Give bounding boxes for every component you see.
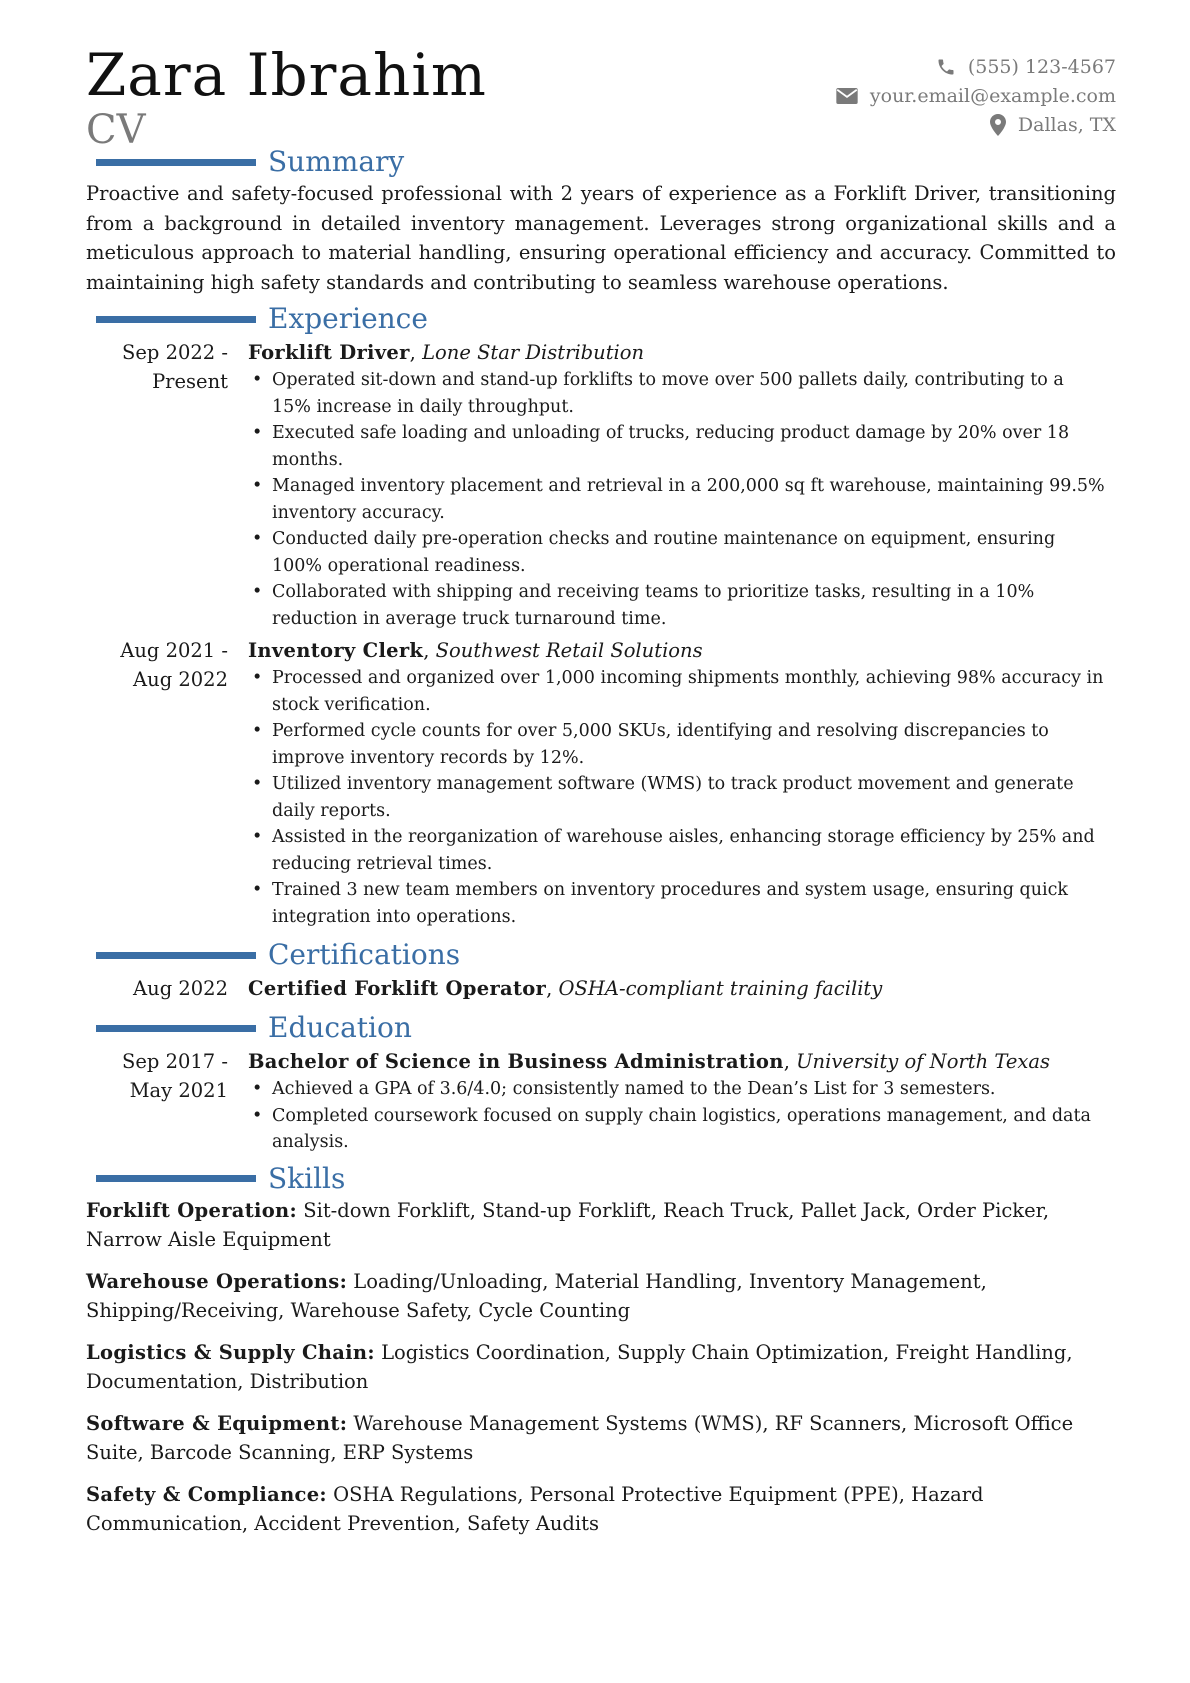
entry-role: Bachelor of Science in Business Administration — [248, 1050, 784, 1073]
section-title-experience: Experience — [268, 302, 428, 335]
section-title-summary: Summary — [268, 145, 405, 178]
certifications-section — [86, 938, 1116, 1003]
summary-text: Proactive and safety-focused professional with 2 years of experience as a Forklift Driver, transitioning from a background in detailed inventory management. Leverages strong organizational skills and a meticulous approach to material handling, ensuring operational efficiency and accuracy. Committed to maintaining high safety standards and contributing to seamless warehouse operations. — [86, 182, 1116, 294]
contact-phone[interactable] — [836, 52, 1116, 81]
section-rule — [96, 952, 256, 959]
list-item: • Utilized inventory management software (WMS) to track product movement and generate daily reports. — [272, 771, 1116, 824]
entry-date: Aug 2022 — [133, 977, 228, 1000]
skill-group-label: Logistics & Supply Chain: — [86, 1340, 375, 1364]
skill-group — [86, 1338, 1116, 1397]
location-text: Dallas, TX — [1017, 113, 1116, 136]
certification-entry — [86, 974, 1116, 1003]
list-item: • Performed cycle counts for over 5,000 SKUs, identifying and resolving discrepancies to improve inventory records by 12%. — [272, 718, 1116, 771]
entry-heading: Bachelor of Science in Business Administration, University of North Texas — [248, 1050, 1051, 1073]
map-marker-icon — [990, 114, 1006, 136]
experience-entry — [86, 338, 1116, 632]
list-item: • Managed inventory placement and retrieval in a 200,000 sq ft warehouse, maintaining 99.5% inventory accuracy. — [272, 473, 1116, 526]
entry-heading: Certified Forklift Operator, OSHA-compliant training facility — [248, 977, 883, 1000]
section-rule — [96, 1175, 256, 1182]
skill-group-label: Forklift Operation: — [86, 1198, 298, 1222]
section-heading — [86, 145, 1116, 179]
list-item: • Collaborated with shipping and receiving teams to prioritize tasks, resulting in a 10% reduction in average truck turnaround time. — [272, 579, 1116, 632]
list-item: • Processed and organized over 1,000 incoming shipments monthly, achieving 98% accuracy in stock verification. — [272, 665, 1116, 718]
experience-section — [86, 302, 1116, 930]
section-title-certifications: Certifications — [268, 938, 461, 971]
entry-date: Sep 2017 - May 2021 — [122, 1050, 228, 1102]
list-item: • Executed safe loading and unloading of trucks, reducing product damage by 20% over 18 months. — [272, 420, 1116, 473]
list-item: • Conducted daily pre-operation checks and routine maintenance on equipment, ensuring 100% operational readiness. — [272, 526, 1116, 579]
skill-group — [86, 1196, 1116, 1255]
header — [86, 41, 1116, 153]
bullet-list — [248, 1076, 1116, 1156]
section-title-skills: Skills — [268, 1161, 346, 1195]
section-heading — [86, 938, 1116, 972]
document-subtitle: CV — [86, 107, 146, 153]
entry-date: Aug 2021 - Aug 2022 — [120, 639, 228, 691]
skill-group-values: Loading/Unloading, Material Handling, Inventory Management, Shipping/Receiving, Warehouse Safety, Cycle Counting — [86, 1269, 987, 1322]
resume-page — [86, 41, 1116, 1551]
entry-organization: Lone Star Distribution — [422, 341, 645, 364]
phone-text: (555) 123-4567 — [967, 55, 1116, 78]
skill-group — [86, 1409, 1116, 1468]
list-item: • Assisted in the reorganization of warehouse aisles, enhancing storage efficiency by 25% and reducing retrieval times. — [272, 824, 1116, 877]
section-rule — [96, 1025, 256, 1032]
skill-group-values: OSHA Regulations, Personal Protective Equipment (PPE), Hazard Communication, Accident Prevention, Safety Audits — [86, 1482, 984, 1535]
skills-section — [86, 1162, 1116, 1539]
skill-group-label: Software & Equipment: — [86, 1411, 348, 1435]
email-text: your.email@example.com — [869, 84, 1116, 107]
entry-organization: Southwest Retail Solutions — [435, 639, 703, 662]
list-item: • Completed coursework focused on supply chain logistics, operations management, and data analysis. — [272, 1103, 1116, 1156]
skill-group-values: Logistics Coordination, Supply Chain Optimization, Freight Handling, Documentation, Distribution — [86, 1340, 1073, 1393]
contact-block — [836, 52, 1116, 139]
section-title-education: Education — [268, 1011, 412, 1044]
candidate-name: Zara Ibrahim — [86, 41, 487, 109]
experience-entry — [86, 636, 1116, 930]
skill-group-values: Warehouse Management Systems (WMS), RF Scanners, Microsoft Office Suite, Barcode Scanning, ERP Systems — [86, 1411, 1074, 1464]
entry-organization: OSHA-compliant training facility — [558, 977, 883, 1000]
skill-group-label: Warehouse Operations: — [86, 1269, 348, 1293]
section-rule — [96, 316, 256, 323]
contact-email[interactable] — [836, 81, 1116, 110]
skill-group-values: Sit-down Forklift, Stand-up Forklift, Reach Truck, Pallet Jack, Order Picker, Narrow Aisle Equipment — [86, 1198, 1050, 1251]
section-rule — [96, 159, 256, 166]
envelope-icon — [836, 88, 858, 104]
entry-heading: Forklift Driver, Lone Star Distribution — [248, 341, 645, 364]
entry-role: Forklift Driver — [248, 341, 410, 364]
summary-section — [86, 145, 1116, 297]
education-section — [86, 1011, 1116, 1156]
entry-organization: University of North Texas — [796, 1050, 1051, 1073]
section-heading — [86, 302, 1116, 336]
skill-group — [86, 1267, 1116, 1326]
education-entry — [86, 1047, 1116, 1156]
bullet-list — [248, 367, 1116, 632]
entry-heading: Inventory Clerk, Southwest Retail Solutions — [248, 639, 703, 662]
section-heading — [86, 1162, 1116, 1196]
list-item: • Achieved a GPA of 3.6/4.0; consistently named to the Dean’s List for 3 semesters. — [272, 1076, 1116, 1103]
phone-icon — [936, 57, 956, 77]
entry-role: Inventory Clerk — [248, 639, 424, 662]
skill-group — [86, 1480, 1116, 1539]
section-heading — [86, 1011, 1116, 1045]
bullet-list — [248, 665, 1116, 930]
contact-location — [836, 110, 1116, 139]
entry-role: Certified Forklift Operator — [248, 977, 547, 1000]
list-item: • Operated sit-down and stand-up forklifts to move over 500 pallets daily, contributing to a 15% increase in daily throughput. — [272, 367, 1116, 420]
entry-date: Sep 2022 - Present — [122, 341, 228, 393]
skill-group-label: Safety & Compliance: — [86, 1482, 327, 1506]
list-item: • Trained 3 new team members on inventory procedures and system usage, ensuring quick integration into operations. — [272, 877, 1116, 930]
